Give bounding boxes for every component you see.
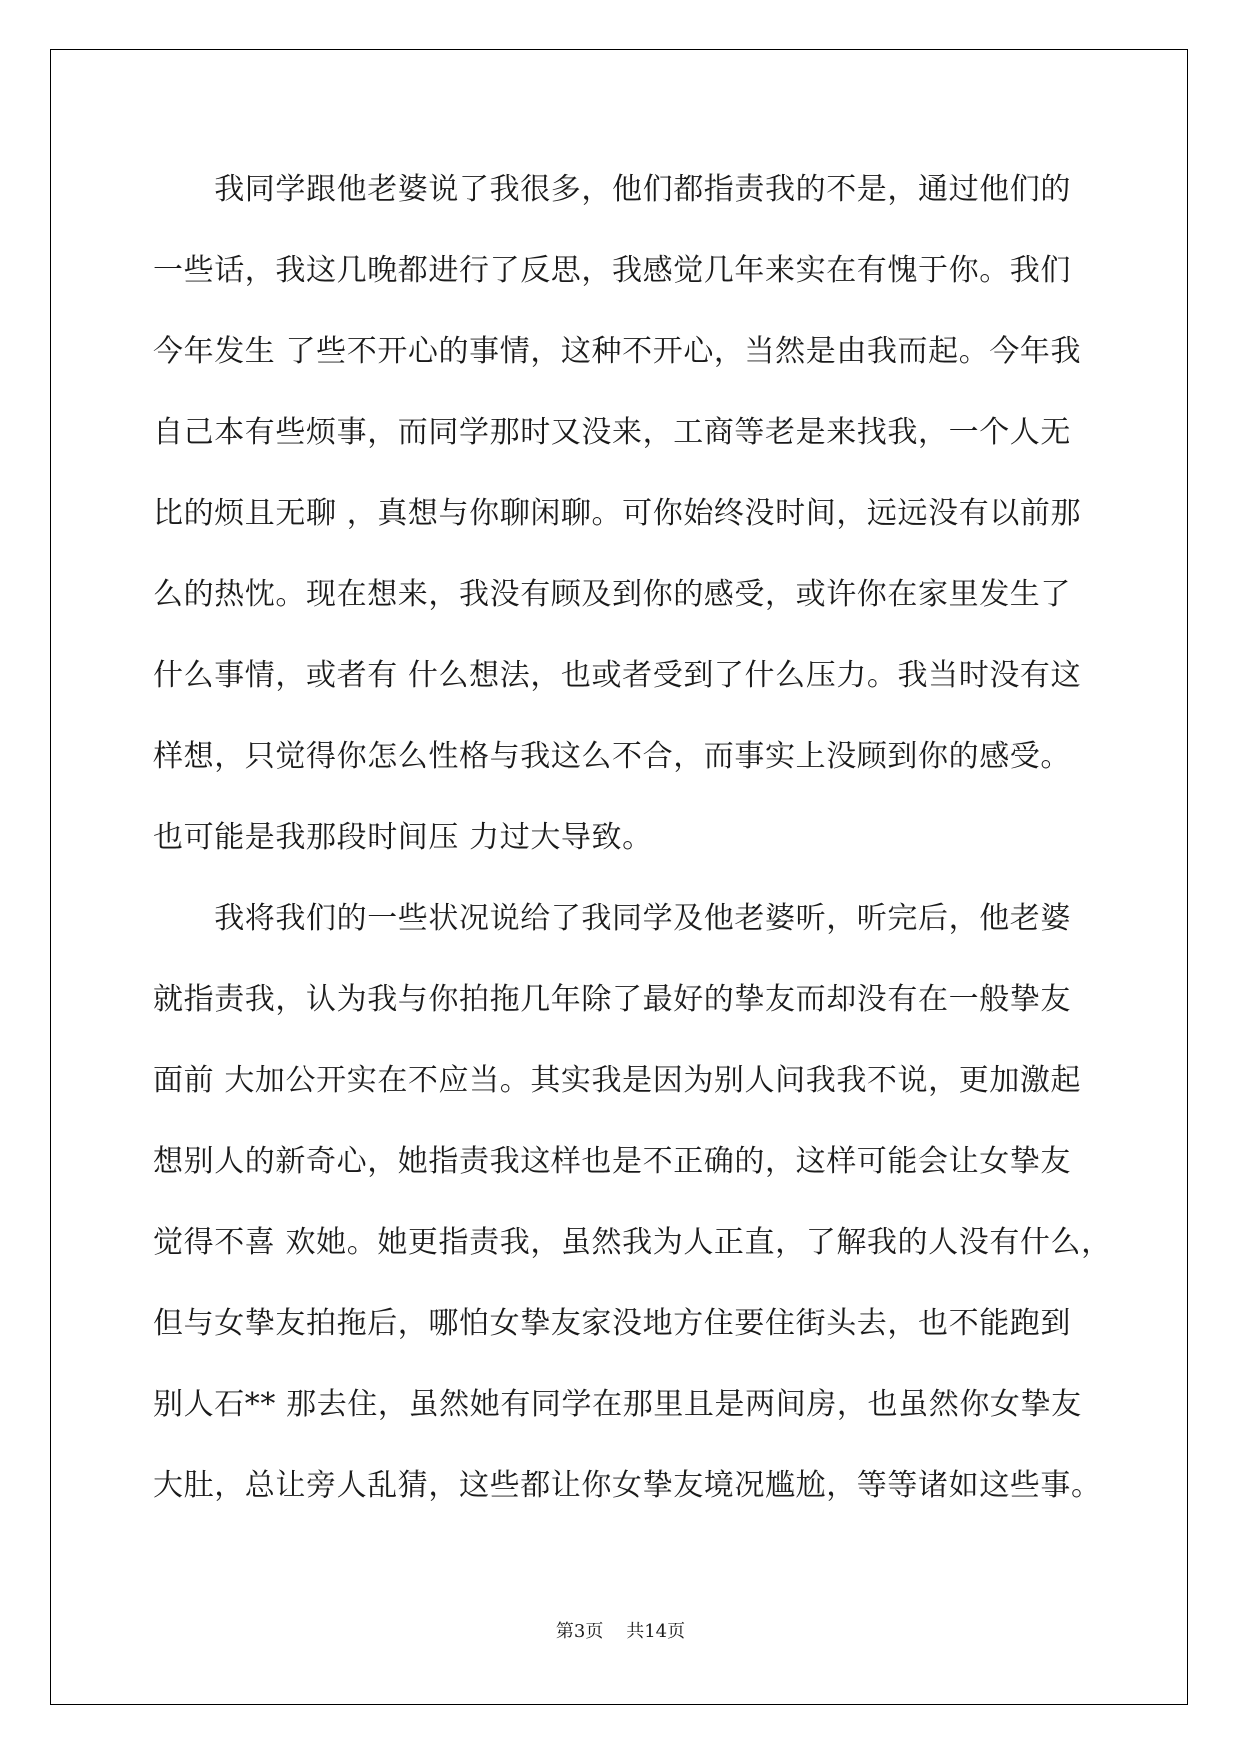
paragraph-line: 自己本有些烦事，而同学那时又没来，工商等老是来找我，一个人无 xyxy=(153,415,1071,450)
paragraph-line: 么的热忱。现在想来，我没有顾及到你的感受，或许你在家里发生了 xyxy=(153,577,1071,612)
paragraph-line: 什么事情，或者有 什么想法，也或者受到了什么压力。我当时没有这 xyxy=(153,658,1082,693)
paragraph-line: 想别人的新奇心，她指责我这样也是不正确的，这样可能会让女挚友 xyxy=(153,1144,1071,1179)
paragraph-line: 大肚，总让旁人乱猜，这些都让你女挚友境况尴尬，等等诸如这些事。 xyxy=(153,1468,1102,1503)
paragraph-line: 别人石** 那去住，虽然她有同学在那里且是两间房，也虽然你女挚友 xyxy=(153,1387,1082,1422)
paragraph-line: 比的烦且无聊 ，真想与你聊闲聊。可你始终没时间，远远没有以前那 xyxy=(153,496,1082,531)
paragraph-line: 样想，只觉得你怎么性格与我这么不合，而事实上没顾到你的感受。 xyxy=(153,739,1071,774)
paragraph-line: 也可能是我那段时间压 力过大导致。 xyxy=(153,820,653,855)
paragraph-line: 就指责我，认为我与你拍拖几年除了最好的挚友而却没有在一般挚友 xyxy=(153,982,1071,1017)
paragraph-line: 一些话，我这几晚都进行了反思，我感觉几年来实在有愧于你。我们 xyxy=(153,253,1071,288)
paragraph-line: 觉得不喜 欢她。她更指责我，虽然我为人正直，了解我的人没有什么， xyxy=(153,1225,1112,1260)
page-border xyxy=(50,49,1188,1705)
paragraph-line: 面前 大加公开实在不应当。其实我是因为别人问我我不说，更加激起 xyxy=(153,1063,1082,1098)
paragraph-line: 今年发生 了些不开心的事情，这种不开心，当然是由我而起。今年我 xyxy=(153,334,1082,369)
paragraph-line: 我同学跟他老婆说了我很多，他们都指责我的不是，通过他们的 xyxy=(153,172,1071,207)
paragraph-line: 但与女挚友拍拖后，哪怕女挚友家没地方住要住街头去，也不能跑到 xyxy=(153,1306,1071,1341)
paragraph-line: 我将我们的一些状况说给了我同学及他老婆听，听完后，他老婆 xyxy=(153,901,1071,936)
page-number-footer: 第3页 共14页 xyxy=(555,1621,686,1642)
